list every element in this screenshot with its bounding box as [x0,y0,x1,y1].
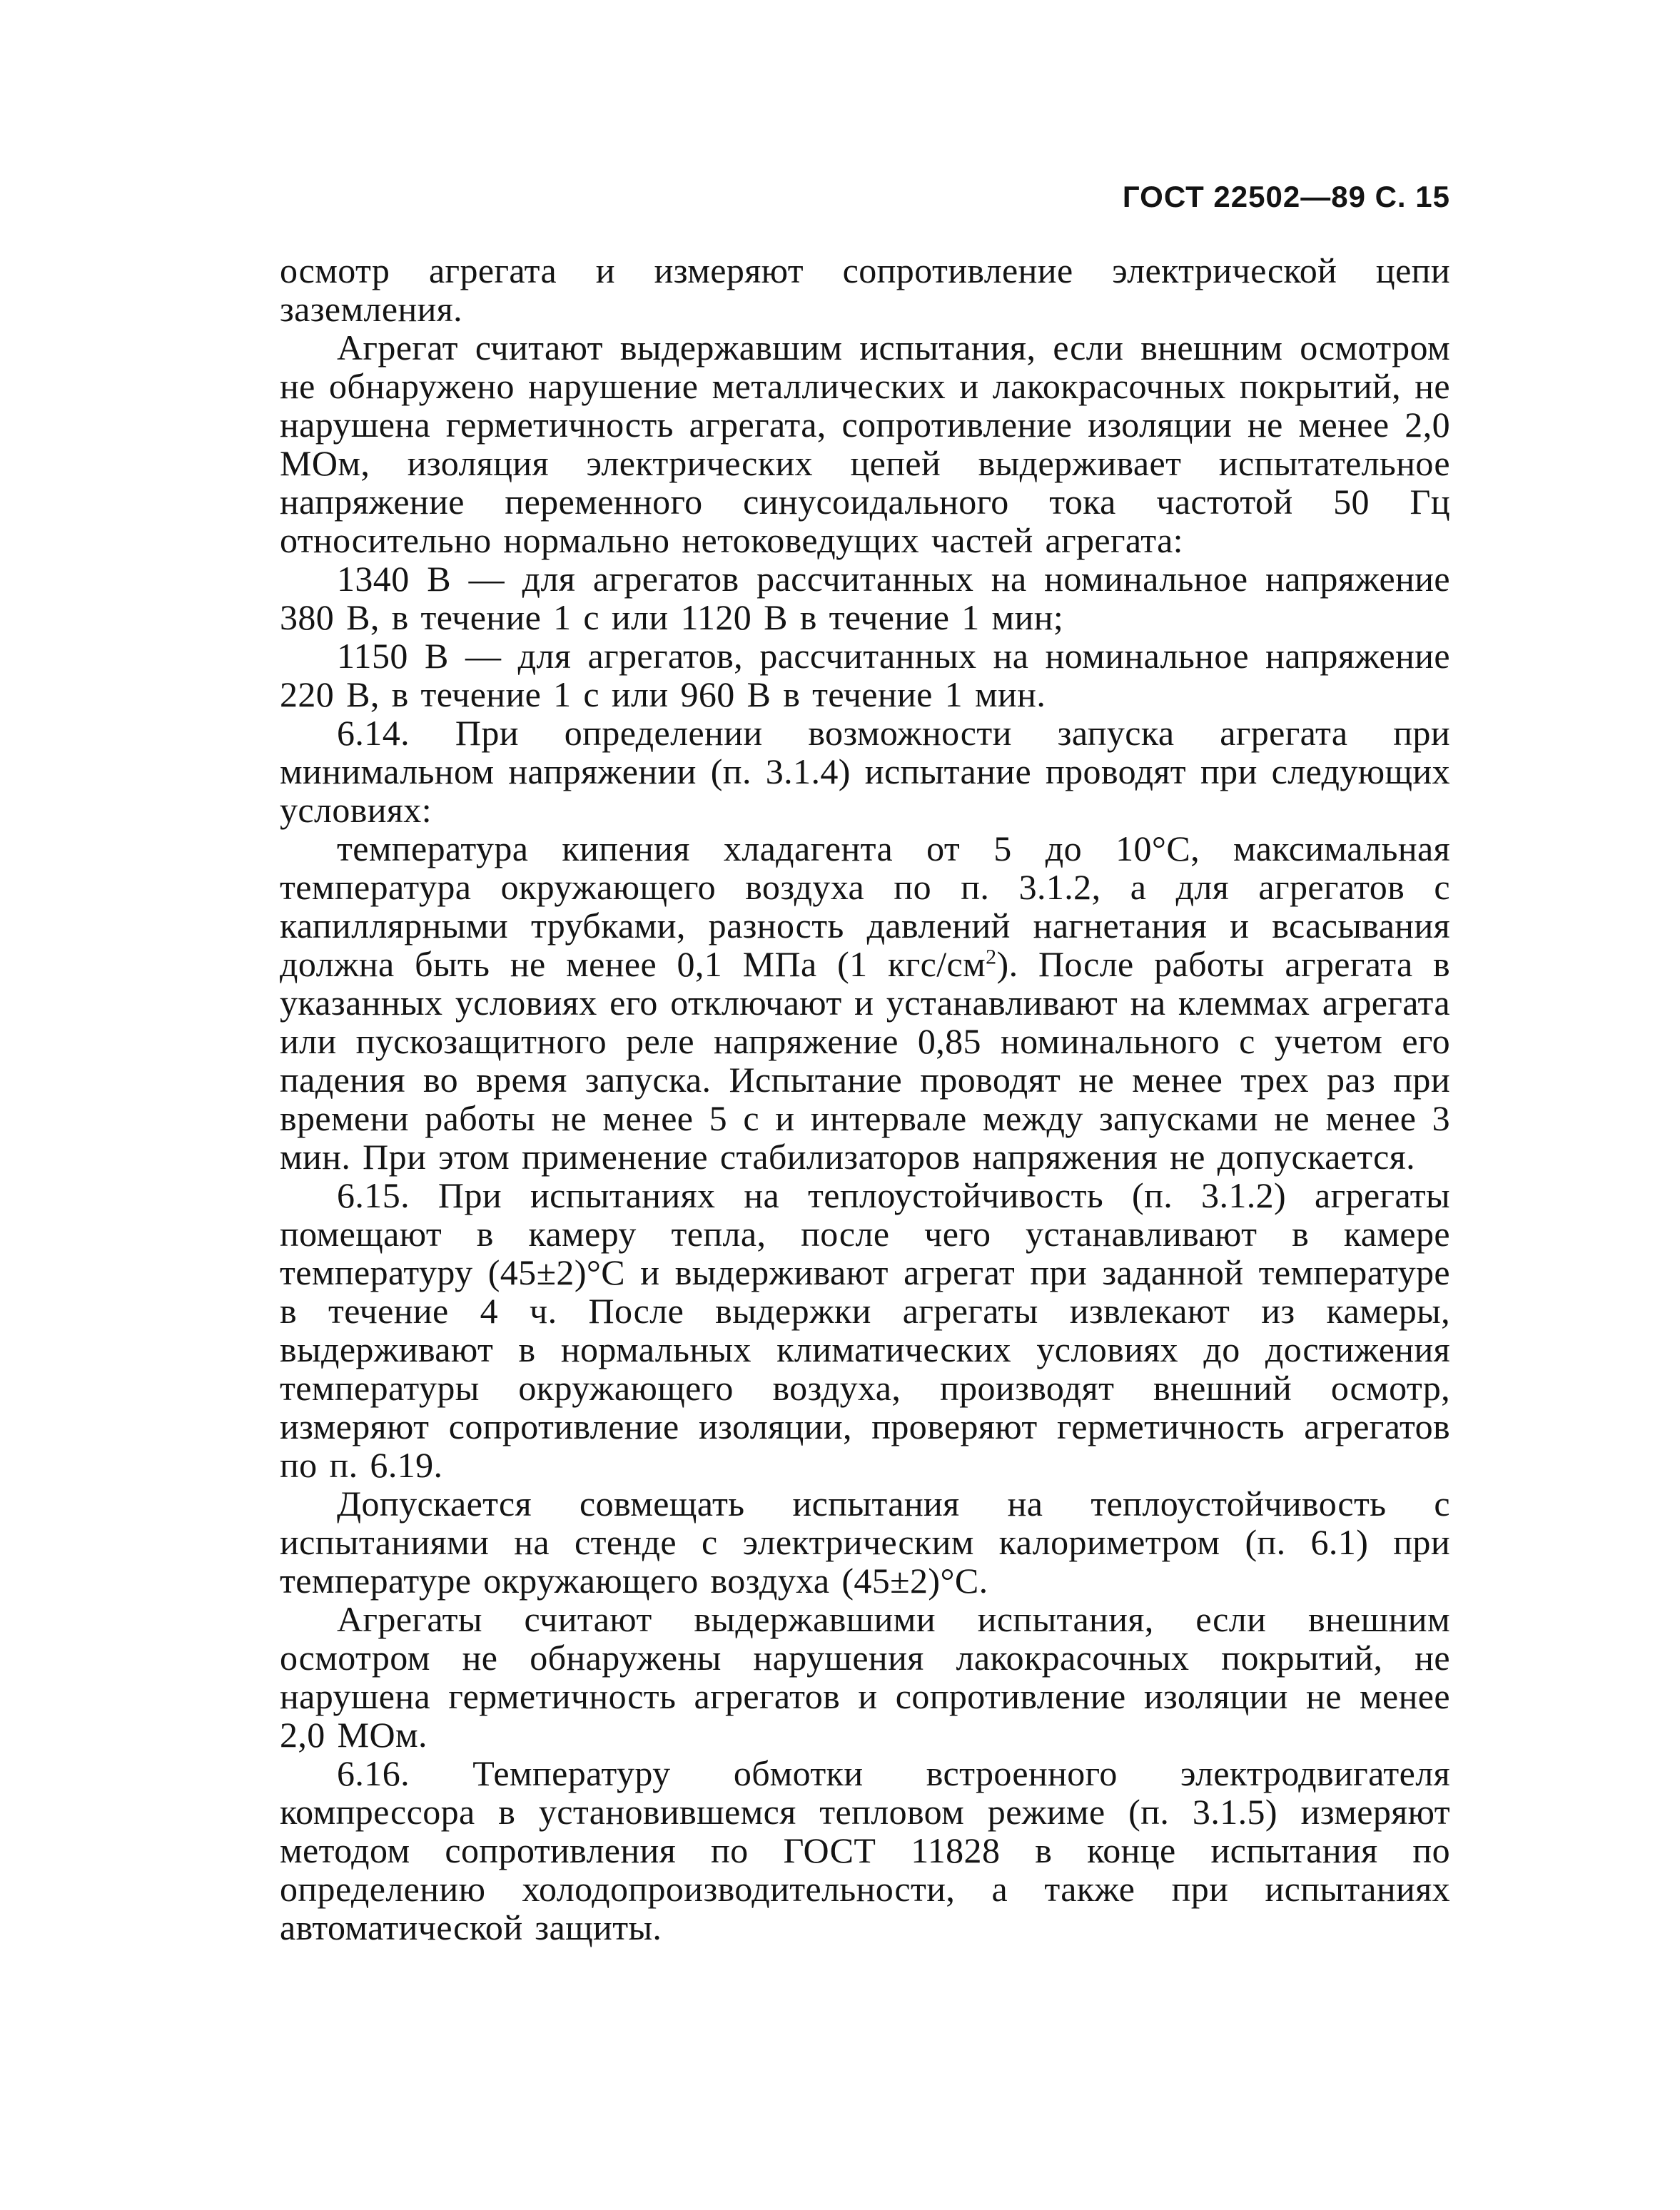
running-header: ГОСТ 22502—89 С. 15 [1122,180,1450,213]
paragraph-voltage-380: 1340 В — для агрегатов рассчитанных на номинальное напряжение 380 В, в течение 1 с или 1120 В в течение 1 мин; [280,559,1450,637]
paragraph-continuation: осмотр агрегата и измеряют сопротивление электрической цепи заземления. [280,250,1450,329]
paragraph-6-14: 6.14. При определении возможности запуска агрегата при минимальном напряжении (п. 3.1.4) испытание проводят при следующих условиях: [280,713,1450,830]
paragraph-6-16: 6.16. Температуру обмотки встроенного электродвигателя компрессора в установившемся тепловом режиме (п. 3.1.5) измеряют методом сопротивления по ГОСТ 11828 в конце испытания по определению холодопроизводительности, а также при испытаниях автоматической защиты. [280,1753,1450,1947]
paragraph-acceptance-criteria: Агрегат считают выдержавшим испытания, если внешним осмотром не обнаружено нарушение металлических и лакокрасочных покрытий, не нарушена герметичность агрегата, сопротивление изоляции не менее 2,0 МОм, изоляция электрических цепей выдерживает испытательное напряжение переменного синусоидального тока частотой 50 Гц относительно нормально нетоковедущих частей агрегата: [280,328,1450,560]
page-body [280,251,1450,1947]
paragraph-6-15: 6.15. При испытаниях на теплоустойчивость (п. 3.1.2) агрегаты помещают в камеру тепла, после чего устанавливают в камере температуру (45±2)°С и выдерживают агрегат при заданной температуре в течение 4 ч. После выдержки агрегаты извлекают из камеры, выдерживают в нормальных климатических условиях до достижения температуры окружающего воздуха, производят внешний осмотр, измеряют сопротивление изоляции, проверяют герметичность агрегатов по п. 6.19. [280,1175,1450,1485]
paragraph-heat-acceptance: Агрегаты считают выдержавшими испытания, если внешним осмотром не обнаружены нарушения лакокрасочных покрытий, не нарушена герметичность агрегатов и сопротивление изоляции не менее 2,0 МОм. [280,1599,1450,1755]
paragraph-combined-tests: Допускается совмещать испытания на теплоустойчивость с испытаниями на стенде с электрическим калориметром (п. 6.1) при температуре окружающего воздуха (45±2)°С. [280,1484,1450,1601]
paragraph-test-conditions [280,829,1450,1176]
superscript-unit: 2 [986,945,997,969]
conditions-text-before: температура кипения хладагента от 5 до 10°С, максимальная температура окружающего воздуха по п. 3.1.2, а для агрегатов с капиллярными трубками, разность давлений нагнетания и всасывания должна быть не менее 0,1 МПа (1 кгс/см [280,828,1450,984]
paragraph-voltage-220: 1150 В — для агрегатов, рассчитанных на номинальное напряжение 220 В, в течение 1 с или 960 В в течение 1 мин. [280,636,1450,714]
conditions-text-after: ). После работы агрегата в указанных условиях его отключают и устанавливают на клеммах агрегата или пускозащитного реле напряжение 0,85 номинального с учетом его падения во время запуска. Испытание проводят не менее трех раз при времени работы не менее 5 с и интервале между запусками не менее 3 мин. При этом применение стабилизаторов напряжения не допускается. [280,944,1451,1177]
